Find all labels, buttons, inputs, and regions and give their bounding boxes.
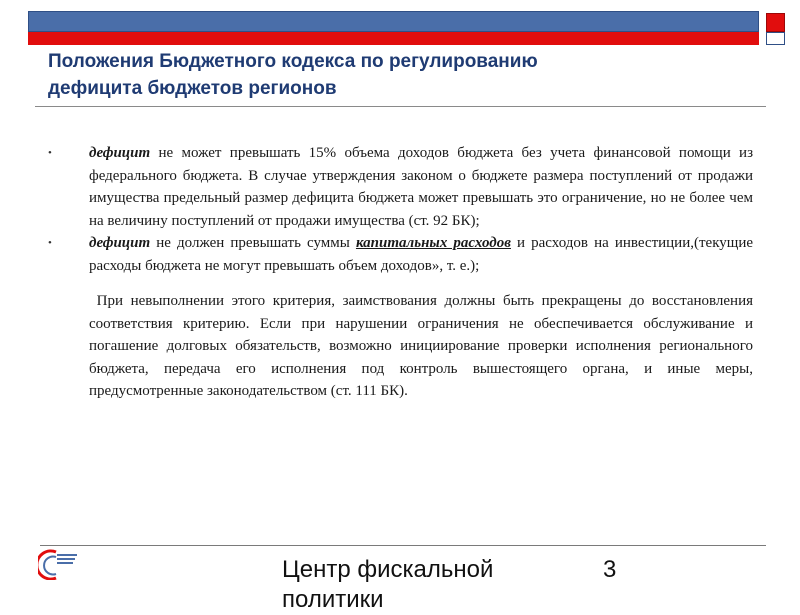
header-bar-blue [28, 11, 759, 32]
bullet-lead-term: дефицит [89, 145, 151, 161]
bullet-marker: • [48, 147, 52, 159]
page-number: 3 [603, 556, 617, 583]
spacer [89, 277, 753, 290]
body-paragraph-text: При невыполнении этого критерия, заимствования должны быть прекращены до восстановления соответствия критерию. Если при нарушении ограничения не обеспечивается обслуживание и погашение долговых обязательств, возможно инициирование проверки исполнения регионального бюджета, передача его исполнения под контроль вышестоящего органа, и иные меры, предусмотренные законодательством (ст. 111 БК). [89, 293, 753, 399]
organization-logo [38, 548, 78, 580]
bullet-lead-term: дефицит [89, 235, 151, 251]
header-bar-red [28, 32, 759, 45]
footer-divider [40, 545, 766, 546]
corner-square-red [766, 13, 785, 32]
title-divider [35, 106, 766, 107]
corner-square-white [766, 32, 785, 45]
slide-title [48, 48, 768, 102]
bullet-text-before: не должен превышать суммы [150, 235, 356, 251]
bullet-item-1 [48, 142, 753, 232]
bullet-emphasis: капитальных расходов [355, 235, 511, 251]
slide-content [48, 142, 754, 403]
body-paragraph [89, 290, 753, 403]
bullet-item-2 [48, 232, 754, 277]
bullet-text: не может превышать 15% объема доходов бюджета без учета финансовой помощи из федерального бюджета. В случае утверждения законом о бюджете размера поступлений от продажи имущества предельный размер дефицита бюджета может превышать это ограничение, но не более чем на величину поступлений от продажи имущества (ст. 92 БК); [89, 145, 753, 229]
bullet-text-after: и расходов на инвестиции,(текущие расходы бюджета не могут превышать объем доходов», т. е.); [89, 235, 754, 274]
slide-title-line1: Положения Бюджетного кодекса по регулированию [48, 51, 538, 72]
slide-title-line2: дефицита бюджетов регионов [48, 78, 337, 99]
bullet-marker: • [48, 237, 52, 249]
footer-organization-name: Центр фискальной политики [282, 556, 494, 613]
